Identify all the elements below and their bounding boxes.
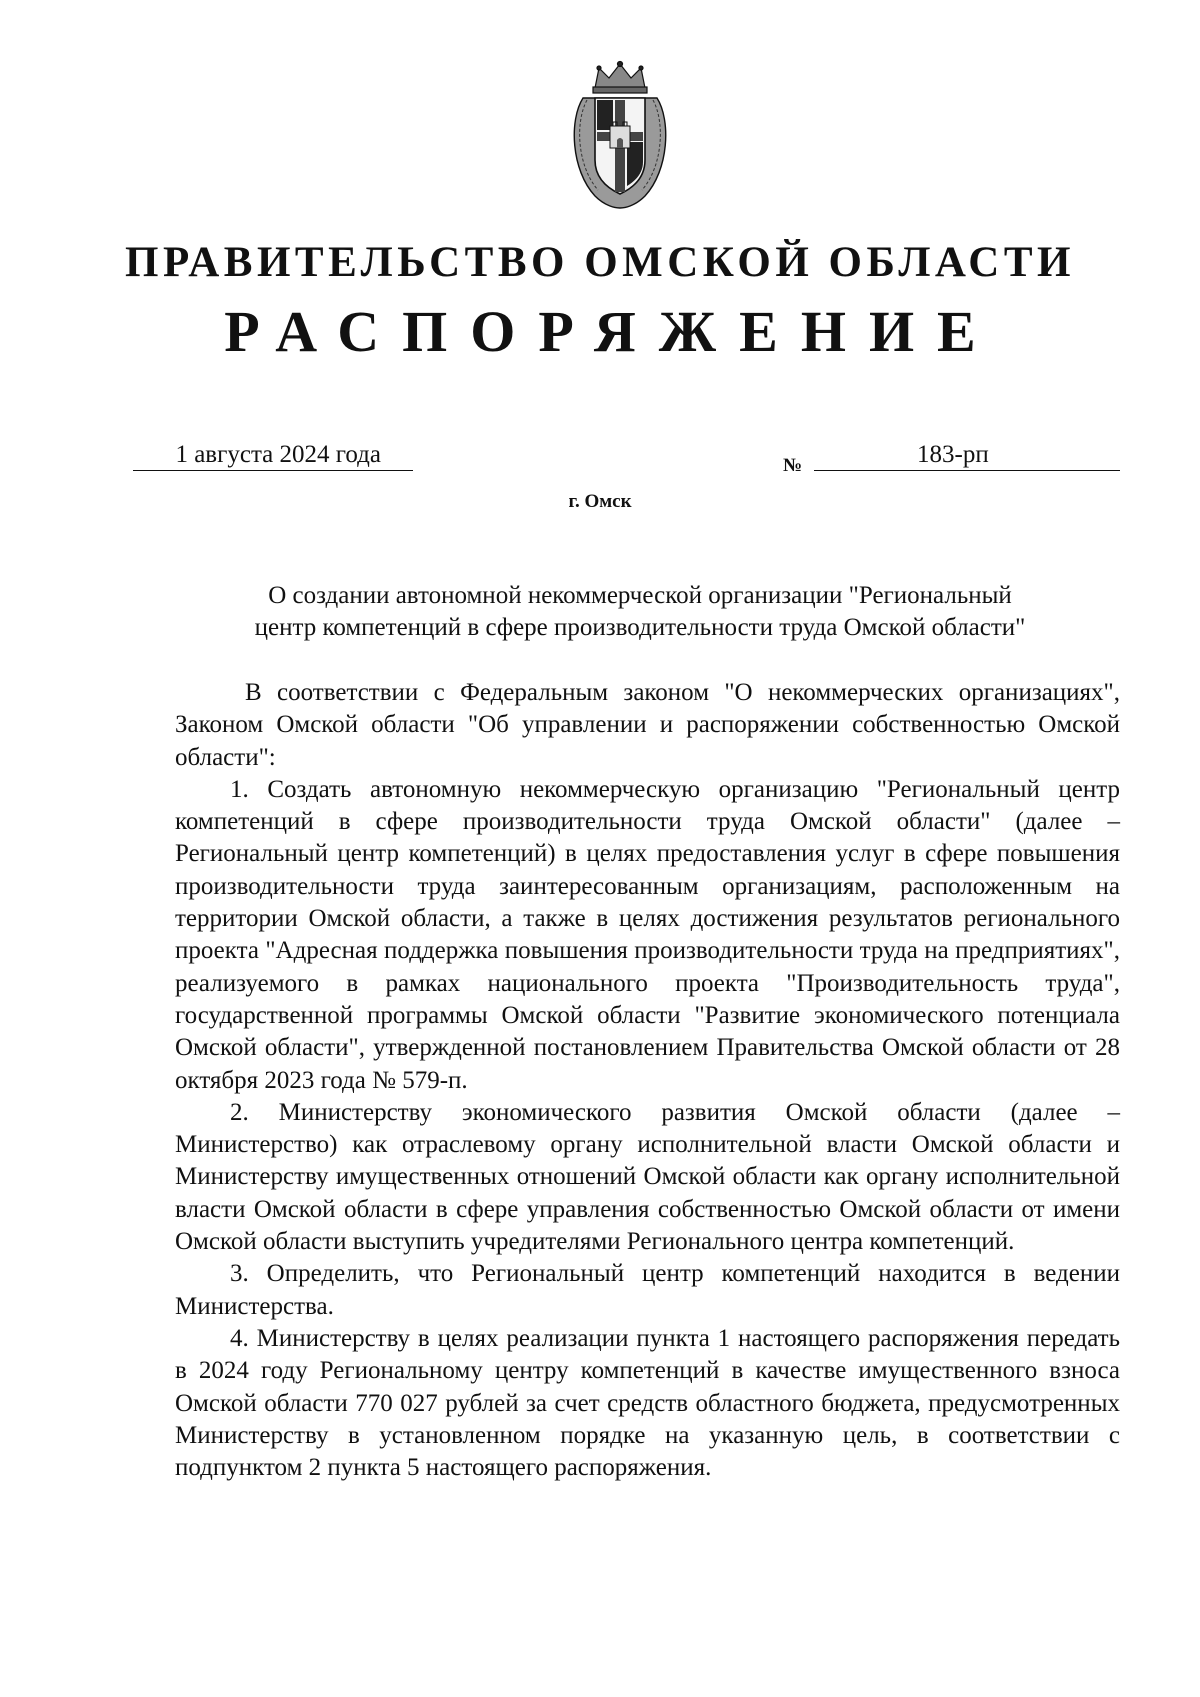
subject-line: центр компетенций в сфере производительности труда Омской области" (254, 614, 1026, 641)
number-sign: № (783, 455, 803, 476)
city-line: г. Омск (568, 491, 632, 512)
clause-paragraph-3: 3. Определить, что Региональный центр компетенций находится в ведении Министерства. (175, 1260, 1120, 1320)
government-title: ПРАВИТЕЛЬСТВО ОМСКОЙ ОБЛАСТИ (125, 239, 1075, 286)
document-type-title: РАСПОРЯЖЕНИЕ (224, 299, 999, 364)
document-body (175, 677, 1120, 1484)
document-date: 1 августа 2024 года (133, 440, 413, 471)
clause-paragraph-1: 1. Создать автономную некоммерческую организацию "Региональный центр компетенций в сфере производительности труда Омской области" (далее – Региональный центр компетенций) в целях предоставления услуг в сфере повышения производительности труда заинтересованным организациям, расположенным на территории Омской области, а также в целях достижения результатов регионального проекта "Адресная поддержка повышения производительности труда на предприятиях", реализуемого в рамках национального проекта "Производительность труда", государственной программы Омской области "Развитие экономического потенциала Омской области", утвержденной постановлением Правительства Омской области от 28 октября 2023 года № 579-п. (175, 775, 1120, 1094)
clause-paragraph-2: 2. Министерству экономического развития Омской области (далее – Министерство) как отраслевому органу исполнительной власти Омской области и Министерству имущественных отношений Омской области как органу исполнительной власти Омской области в сфере управления собственностью Омской области от имени Омской области выступить учредителями Регионального центра компетенций. (175, 1098, 1120, 1256)
subject-line: О создании автономной некоммерческой организации "Региональный (268, 582, 1012, 609)
document-number: 183-рп (814, 440, 1120, 471)
clause-paragraph-4: 4. Министерству в целях реализации пункта 1 настоящего распоряжения передать в 2024 году Региональному центру компетенций в качестве имущественного взноса Омской области 770 027 рублей за счет средств областного бюджета, предусмотренных Министерству в установленном порядке на указанную цель, в соответствии с подпунктом 2 пункта 5 настоящего распоряжения. (175, 1324, 1120, 1482)
coat-of-arms-emblem (565, 60, 675, 210)
document-subject (190, 580, 1090, 644)
preamble-paragraph: В соответствии с Федеральным законом "О некоммерческих организациях", Законом Омской области "Об управлении и распоряжении собственностью Омской области": (175, 679, 1120, 771)
